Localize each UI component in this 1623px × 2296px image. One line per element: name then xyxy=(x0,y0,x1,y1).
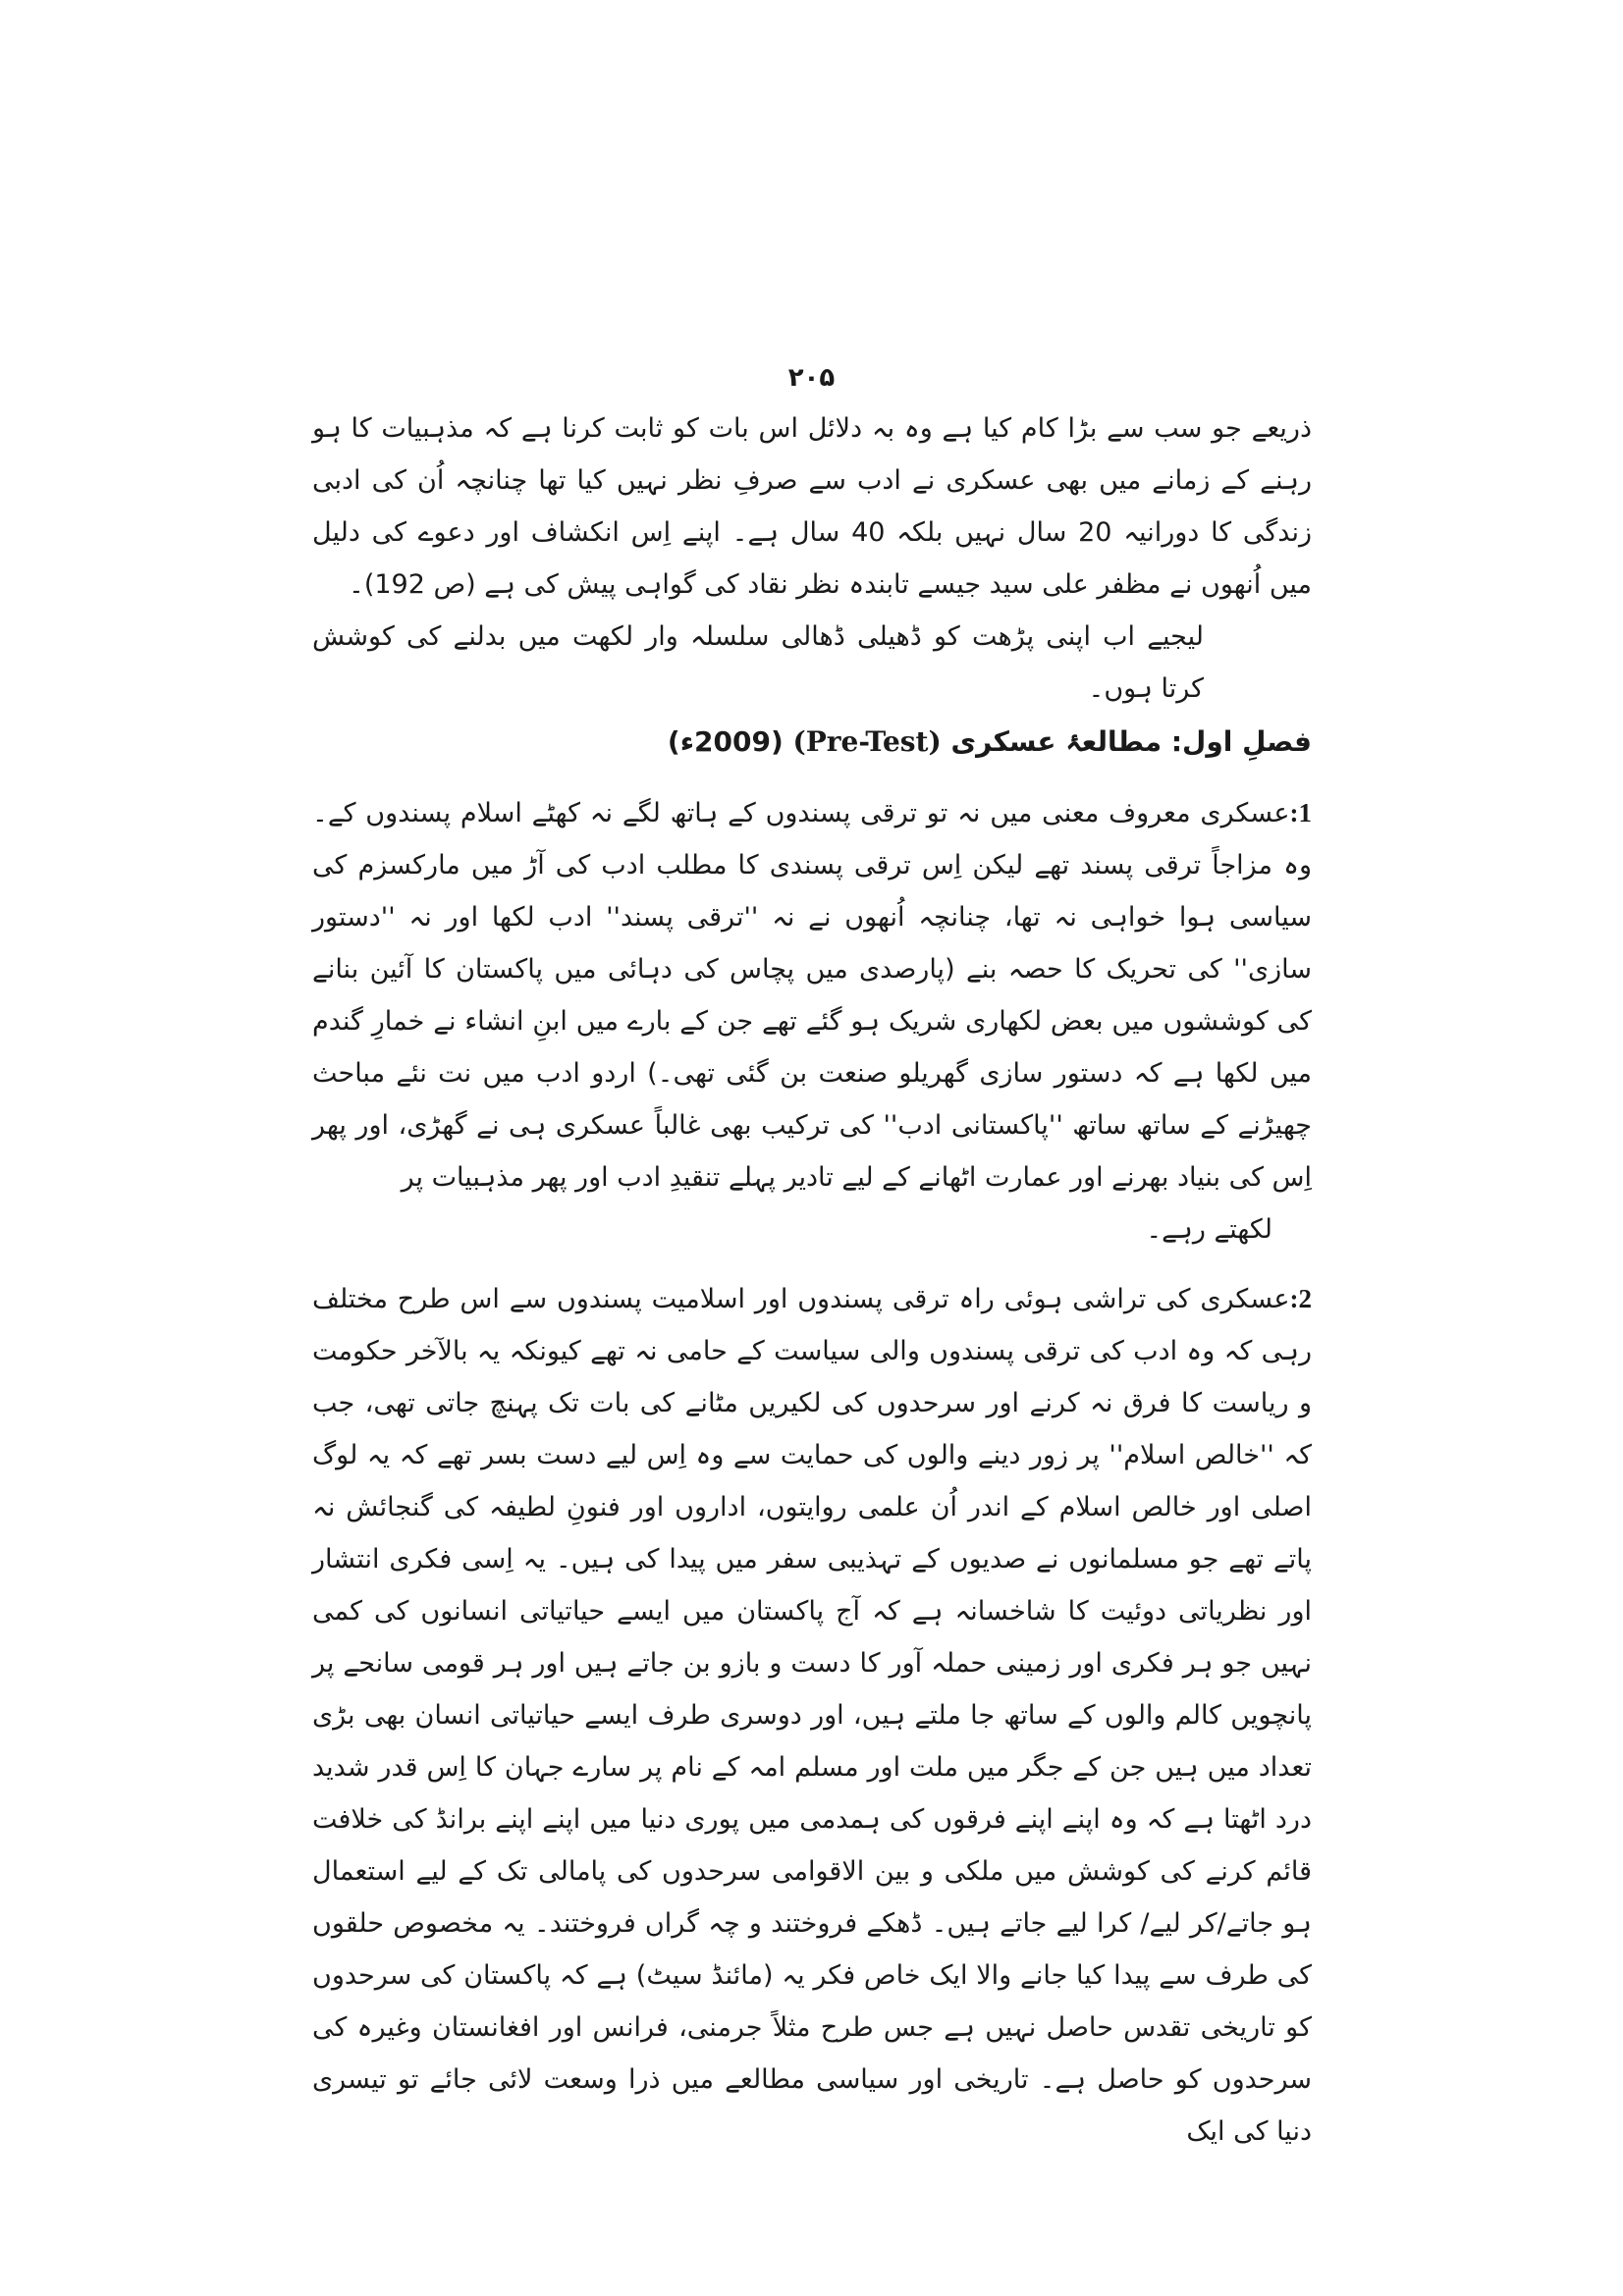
numbered-point xyxy=(312,1273,1312,2158)
page-body xyxy=(312,402,1312,2158)
point-number: 2: xyxy=(1289,1284,1312,1313)
numbered-point xyxy=(312,787,1312,1255)
section-heading-tag: (Pre-Test) xyxy=(792,725,942,758)
intro-paragraph: ذریعے جو سب سے بڑا کام کیا ہے وہ بہ دلائل اس بات کو ثابت کرنا ہے کہ مذہبیات کا ہو رہنے کے زمانے میں بھی عسکری نے ادب سے صرفِ نظر نہیں کیا تھا چنانچہ اُن کی ادبی زندگی کا دورانیہ 20 سال نہیں بلکہ 40 سال ہے۔ اپنے اِس انکشاف اور دعوے کی دلیل میں اُنھوں نے مظفر علی سید جیسے تابندہ نظر نقاد کی گواہی پیش کی ہے (ص 192)۔ xyxy=(312,413,1312,600)
section-heading-year: (2009ء) xyxy=(667,725,784,758)
point-text: عسکری معروف معنی میں نہ تو ترقی پسندوں کے ہاتھ لگے نہ کھٹے اسلام پسندوں کے۔ وہ مزاجاً ترقی پسند تھے لیکن اِس ترقی پسندی کا مطلب ادب کی آڑ میں مارکسزم کی سیاسی ہوا خواہی نہ تھا، چنانچہ اُنھوں نے نہ ''ترقی پسند'' ادب لکھا اور نہ ''دستور سازی'' کی تحریک کا حصہ بنے (پارصدی میں پچاس کی دہائی میں پاکستان کا آئین بنانے کی کوششوں میں بعض لکھاری شریک ہو گئے تھے جن کے بارے میں ابنِ انشاء نے خمارِ گندم میں لکھا ہے کہ دستور سازی گھریلو صنعت بن گئی تھی۔) اردو ادب میں نت نئے مباحث چھیڑنے کے ساتھ ساتھ ''پاکستانی ادب'' کی ترکیب بھی غالباً عسکری ہی نے گھڑی، اور پھر اِس کی بنیاد بھرنے اور عمارت اٹھانے کے لیے تادیر پہلے تنقیدِ ادب اور پھر مذہبیات پر xyxy=(312,798,1312,1193)
page-number: ۲۰۵ xyxy=(787,363,836,393)
point-continuation: لکھتے رہے۔ xyxy=(1146,1214,1272,1245)
section-heading xyxy=(312,715,1312,770)
section-heading-label: فصلِ اول: مطالعۂ عسکری xyxy=(950,725,1312,758)
point-text: عسکری کی تراشی ہوئی راہ ترقی پسندوں اور اسلامیت پسندوں سے اس طرح مختلف رہی کہ وہ ادب کی ترقی پسندوں والی سیاست کے حامی نہ تھے کیونکہ یہ بالآخر حکومت و ریاست کا فرق نہ کرنے اور سرحدوں کی لکیریں مٹانے کی بات تک پہنچ جاتی تھی، جب کہ ''خالص اسلام'' پر زور دینے والوں کی حمایت سے وہ اِس لیے دست بسر تھے کہ یہ لوگ اصلی اور خالص اسلام کے اندر اُن علمی روایتوں، اداروں اور فنونِ لطیفہ کی گنجائش نہ پاتے تھے جو مسلمانوں نے صدیوں کے تہذیبی سفر میں پیدا کی ہیں۔ یہ اِسی فکری انتشار اور نظریاتی دوئیت کا شاخسانہ ہے کہ آج پاکستان میں ایسے حیاتیاتی انسانوں کی کمی نہیں جو ہر فکری اور زمینی حملہ آور کا دست و بازو بن جاتے ہیں اور ہر قومی سانحے پر پانچویں کالم والوں کے ساتھ جا ملتے ہیں، اور دوسری طرف ایسے حیاتیاتی انسان بھی بڑی تعداد میں ہیں جن کے جگر میں ملت اور مسلم امہ کے نام پر سارے جہان کا اِس قدر شدید درد اٹھتا ہے کہ وہ اپنے اپنے فرقوں کی ہمدمی میں پوری دنیا میں اپنے اپنے برانڈ کی خلافت قائم کرنے کی کوشش میں ملکی و بین الاقوامی سرحدوں کی پامالی تک کے لیے استعمال ہو جاتے/کر لیے/ کرا لیے جاتے ہیں۔ ڈھکے فروختند و چہ گراں فروختند۔ یہ مخصوص حلقوں کی طرف سے پیدا کیا جانے والا ایک خاص فکر یہ (مائنڈ سیٹ) ہے کہ پاکستان کی سرحدوں کو تاریخی تقدس حاصل نہیں ہے جس طرح مثلاً جرمنی، فرانس اور افغانستان وغیرہ کی سرحدوں کو حاصل ہے۔ تاریخی اور سیاسی مطالعے میں ذرا وسعت لائی جائے تو تیسری دنیا کی ایک xyxy=(312,1284,1312,2147)
lead-in-paragraph: لیجیے اب اپنی پڑھت کو ڈھیلی ڈھالی سلسلہ وار لکھت میں بدلنے کی کوشش کرتا ہوں۔ xyxy=(312,621,1204,704)
point-number: 1: xyxy=(1289,798,1312,828)
